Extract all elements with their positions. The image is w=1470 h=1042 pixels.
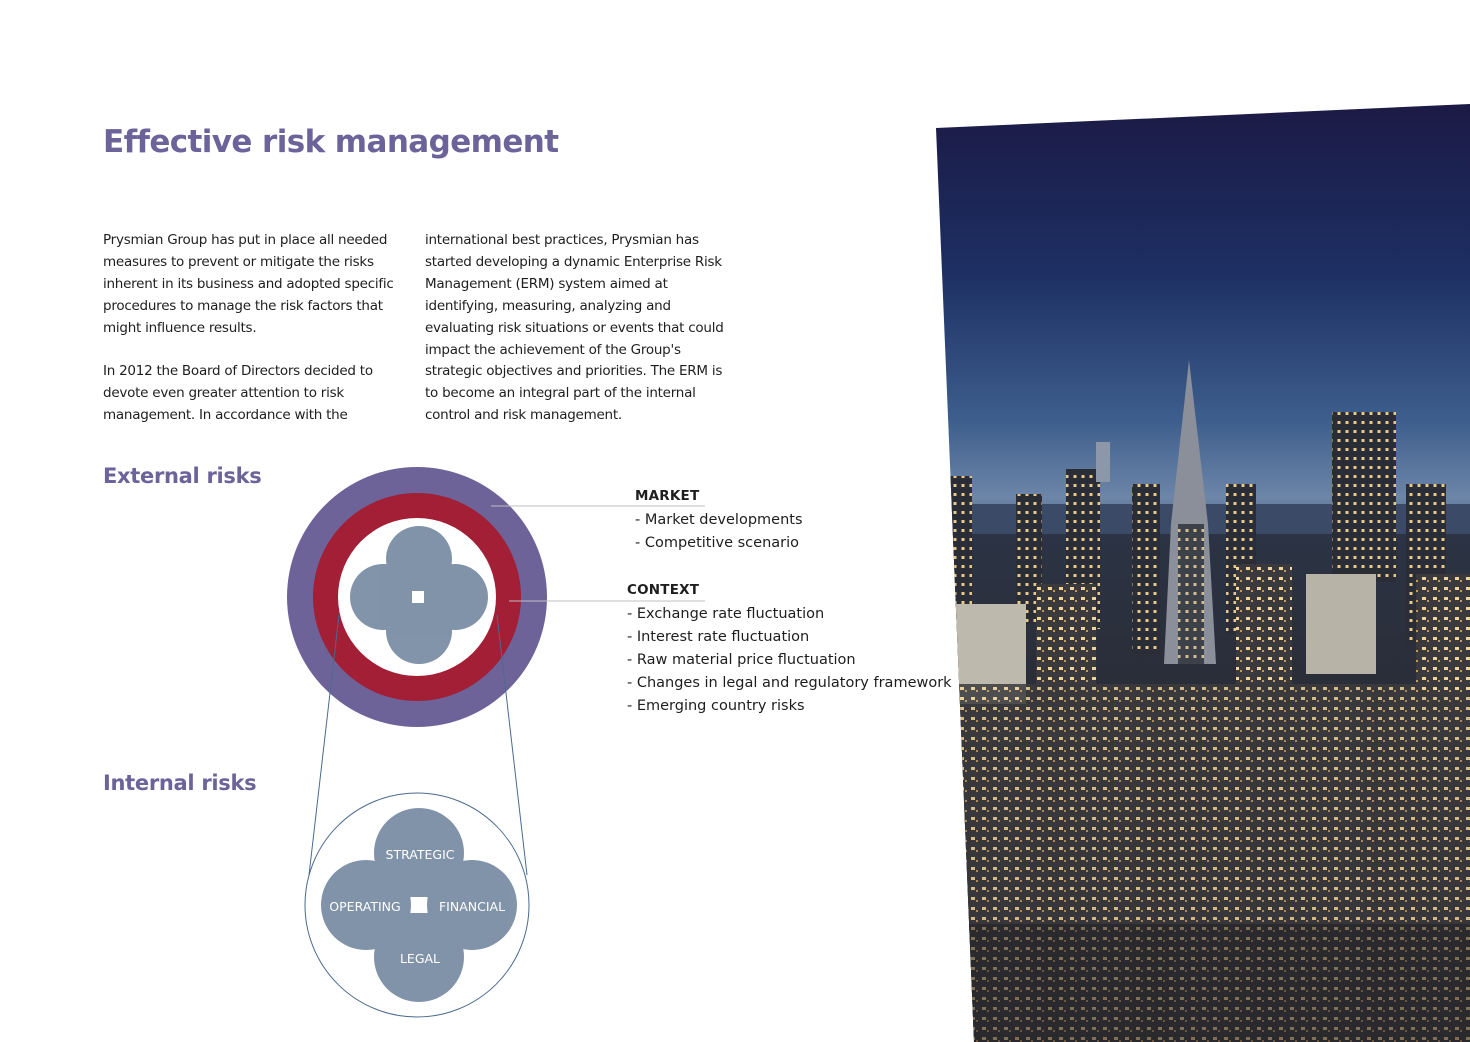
label-operating: OPERATING <box>329 899 401 914</box>
pyramid-windows <box>1178 524 1204 664</box>
mini-petal-center <box>412 591 424 603</box>
city-skyline-illustration <box>936 104 1470 1042</box>
petal-center <box>411 897 427 913</box>
tower <box>1132 484 1160 654</box>
list-item: - Exchange rate fluctuation <box>627 606 825 622</box>
external-risks-heading: External risks <box>103 464 262 488</box>
list-item: - Competitive scenario <box>635 535 800 551</box>
tower <box>1332 412 1396 582</box>
tower <box>950 476 972 626</box>
internal-risks-heading: Internal risks <box>103 771 257 795</box>
page-title: Effective risk management <box>103 124 559 160</box>
intro-paragraph: Prysmian Group has put in place all needed measures to prevent or mitigate the risks inherent in its business and adopted specific procedures to manage the risk factors that might influence results. <box>103 232 394 336</box>
tower <box>1036 584 1096 684</box>
label-legal: LEGAL <box>399 951 441 966</box>
tower <box>1416 574 1470 694</box>
list-item: - Changes in legal and regulatory framework <box>627 675 952 691</box>
label-financial: FINANCIAL <box>438 899 506 914</box>
list-item: - Market developments <box>635 512 803 528</box>
context-risks <box>627 579 952 718</box>
city-skyline-photo <box>936 104 1470 1042</box>
market-label: MARKET <box>635 488 700 504</box>
list-item: - Emerging country risks <box>627 698 805 714</box>
intro-paragraph: international best practices, Prysmian has started developing a dynamic Enterprise Risk Management (ERM) system aimed at identifying, measuring, analyzing and evaluating risk situations or events that could impact the achievement of the Group's strategic objectives and priorities. The ERM is to become an integral part of the internal control and risk management. <box>425 232 724 424</box>
tower <box>1096 442 1110 482</box>
label-strategic: STRATEGIC <box>385 847 455 862</box>
low-rise-shadow <box>936 924 1470 1042</box>
market-risks <box>635 485 803 555</box>
context-risk-list <box>627 603 952 718</box>
market-risk-list <box>635 509 803 555</box>
context-label: CONTEXT <box>627 582 700 598</box>
intro-paragraph: In 2012 the Board of Directors decided to devote even greater attention to risk management. In accordance with the <box>103 363 373 424</box>
list-item: - Raw material price fluctuation <box>627 652 856 668</box>
list-item: - Interest rate fluctuation <box>627 629 810 645</box>
tower <box>1236 564 1292 684</box>
mini-petal <box>386 598 452 664</box>
tower <box>1306 574 1376 674</box>
